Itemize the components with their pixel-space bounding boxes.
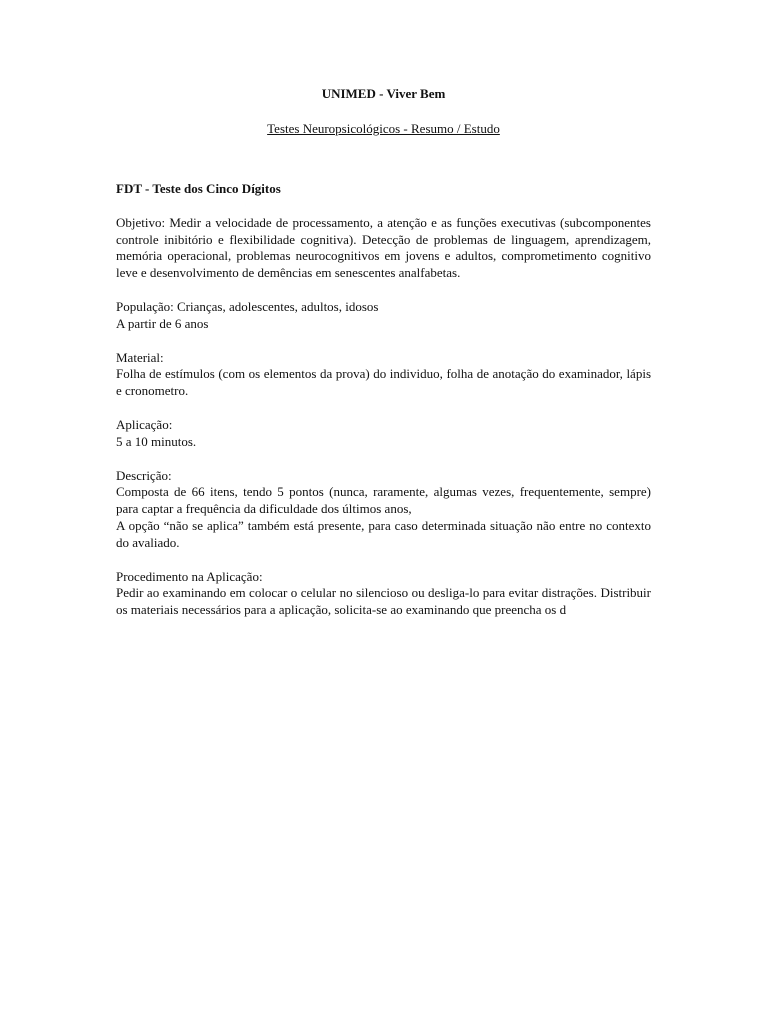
document-title: UNIMED - Viver Bem xyxy=(321,86,446,101)
procedimento-label: Procedimento na Aplicação: xyxy=(116,568,263,584)
spacer xyxy=(116,400,651,417)
descricao-label: Descrição: xyxy=(116,467,172,483)
aplicacao-label: Aplicação: xyxy=(116,416,173,432)
idade-text: A partir de 6 anos xyxy=(116,315,209,331)
section-heading-fdt: FDT - Teste dos Cinco Dígitos xyxy=(116,181,281,196)
spacer xyxy=(116,198,651,215)
spacer xyxy=(116,552,651,569)
document-subtitle: Testes Neuropsicológicos - Resumo / Estudo xyxy=(267,121,500,136)
spacer xyxy=(116,451,651,468)
material-label: Material: xyxy=(116,349,164,365)
document-content xyxy=(116,86,651,619)
descricao-paragraph-1: Composta de 66 itens, tendo 5 pontos (nunca, raramente, algumas vezes, frequentemente, sempre) para captar a frequência da dificuldade dos últimos anos, xyxy=(116,484,651,517)
aplicacao-text: 5 a 10 minutos. xyxy=(116,433,197,449)
populacao-text: População: Crianças, adolescentes, adultos, idosos xyxy=(116,298,379,314)
material-paragraph: Folha de estímulos (com os elementos da prova) do individuo, folha de anotação do examinador, lápis e cronometro. xyxy=(116,366,651,399)
procedimento-paragraph: Pedir ao examinando em colocar o celular no silencioso ou desliga-lo para evitar distrações. Distribuir os materiais necessários para a aplicação, solicita-se ao examinando que preencha os d xyxy=(116,585,651,618)
spacer xyxy=(116,282,651,299)
objetivo-paragraph: Objetivo: Medir a velocidade de processamento, a atenção e as funções executivas (subcomponentes controle inibitório e flexibilidade cognitiva). Detecção de problemas de linguagem, aprendizagem, memória operacional, problemas neurocognitivos em jovens e adultos, comprometimento cognitivo leve e desenvolvimento de demências em senescentes analfabetas. xyxy=(116,214,651,281)
spacer xyxy=(116,333,651,350)
descricao-paragraph-2: A opção “não se aplica” também está presente, para caso determinada situação não entre no contexto do avaliado. xyxy=(116,517,651,550)
